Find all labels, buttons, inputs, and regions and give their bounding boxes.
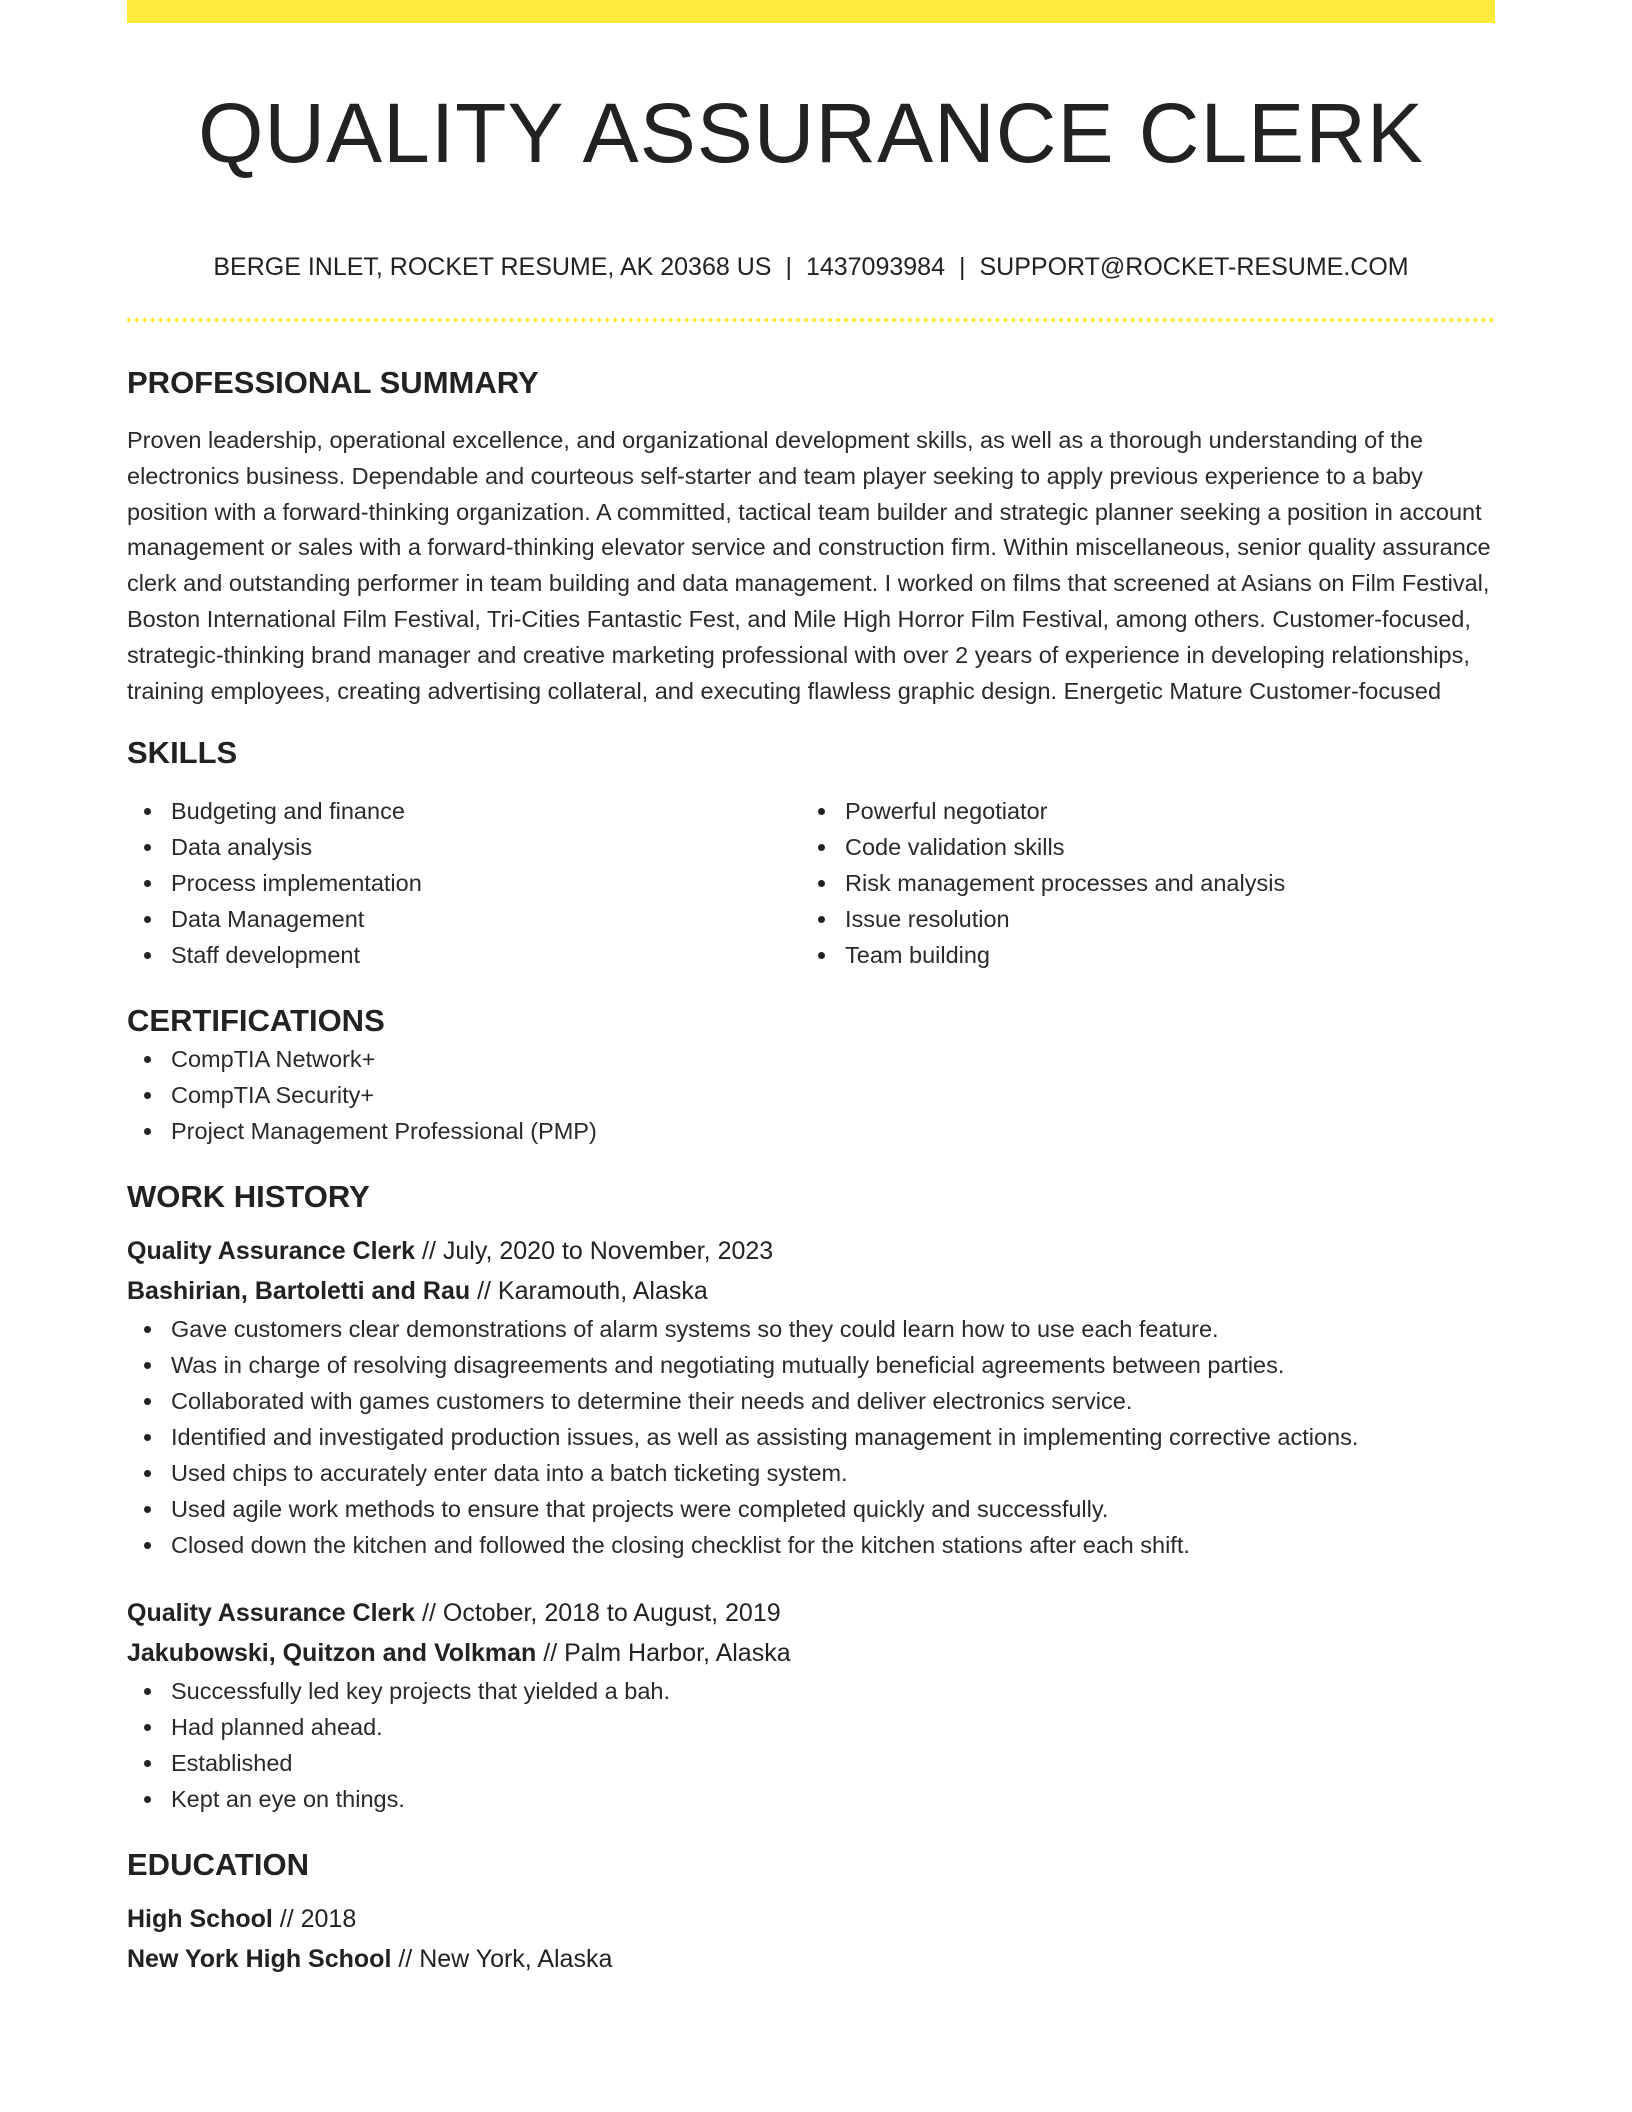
contact-line (127, 251, 1495, 283)
job-bullet: Established (127, 1745, 1495, 1781)
skill-item: Issue resolution (801, 901, 1475, 937)
contact-phone: 1437093984 (805, 253, 945, 281)
skills-left-list (127, 793, 801, 973)
skills-heading: SKILLS (127, 735, 238, 771)
job-bullet-list (127, 1673, 1495, 1817)
certifications-list (127, 1041, 1495, 1149)
skill-item: Powerful negotiator (801, 793, 1475, 829)
education-school-line (127, 1939, 1495, 1979)
job-bullet: Used agile work methods to ensure that projects were completed quickly and successfully. (127, 1491, 1495, 1527)
contact-separator: | (785, 253, 792, 281)
job-bullet: Had planned ahead. (127, 1709, 1495, 1745)
accent-top-bar (127, 0, 1495, 23)
job-company: Bashirian, Bartoletti and Rau (127, 1277, 471, 1306)
contact-email: SUPPORT@ROCKET-RESUME.COM (979, 253, 1409, 281)
job-location: // Palm Harbor, Alaska (543, 1639, 791, 1668)
job-title-line (127, 1593, 1495, 1633)
resume-title: QUALITY ASSURANCE CLERK (198, 86, 1424, 180)
job-company: Jakubowski, Quitzon and Volkman (127, 1639, 537, 1668)
skills-columns (127, 793, 1495, 973)
job-company-line (127, 1271, 1495, 1311)
skill-item: Staff development (127, 937, 801, 973)
education-school: New York High School (127, 1945, 392, 1974)
skill-item: Code validation skills (801, 829, 1475, 865)
job-bullet-list (127, 1311, 1495, 1563)
education-degree-line (127, 1899, 1495, 1939)
skill-item: Process implementation (127, 865, 801, 901)
skill-item: Budgeting and finance (127, 793, 801, 829)
summary-heading: PROFESSIONAL SUMMARY (127, 365, 539, 400)
job-bullet: Was in charge of resolving disagreements and negotiating mutually beneficial agreements between parties. (127, 1347, 1495, 1383)
job-company-line (127, 1633, 1495, 1673)
job-bullet: Identified and investigated production issues, as well as assisting management in implementing corrective actions. (127, 1419, 1495, 1455)
contact-address: BERGE INLET, ROCKET RESUME, AK 20368 US (213, 253, 772, 281)
job-bullet: Closed down the kitchen and followed the closing checklist for the kitchen stations after each shift. (127, 1527, 1495, 1563)
education-year: // 2018 (279, 1905, 357, 1934)
work-history-heading: WORK HISTORY (127, 1179, 370, 1215)
skill-item: Data Management (127, 901, 801, 937)
dotted-divider (127, 318, 1495, 322)
summary-text: Proven leadership, operational excellence, and organizational development skills, as well as a thorough understanding of the electronics business. Dependable and courteous self-starter and team player seeking to apply previous experience to a baby position with a forward-thinking organization. A committed, tactical team builder and strategic planner seeking a position in account management or sales with a forward-thinking elevator service and construction firm. Within miscellaneous, senior quality assurance clerk and outstanding performer in team building and data management. I worked on films that screened at Asians on Film Festival, Boston International Film Festival, Tri-Cities Fantastic Fest, and Mile High Horror Film Festival, among others. Customer-focused, strategic-thinking brand manager and creative marketing professional with over 2 years of experience in developing relationships, training employees, creating advertising collateral, and executing flawless graphic design. Energetic Mature Customer-focused (127, 427, 1491, 704)
job-title: Quality Assurance Clerk (127, 1237, 416, 1266)
certification-item: CompTIA Network+ (127, 1041, 1495, 1077)
job-bullet: Used chips to accurately enter data into a batch ticketing system. (127, 1455, 1495, 1491)
job-title: Quality Assurance Clerk (127, 1599, 416, 1628)
skill-item: Data analysis (127, 829, 801, 865)
resume-page (127, 0, 1495, 1979)
skill-item: Team building (801, 937, 1475, 973)
skills-right-list (801, 793, 1475, 973)
contact-separator: | (958, 253, 966, 281)
job-bullet: Kept an eye on things. (127, 1781, 1495, 1817)
certification-item: CompTIA Security+ (127, 1077, 1495, 1113)
job-bullet: Collaborated with games customers to determine their needs and deliver electronics service. (127, 1383, 1495, 1419)
certification-item: Project Management Professional (PMP) (127, 1113, 1495, 1149)
skill-item: Risk management processes and analysis (801, 865, 1475, 901)
job-bullet: Successfully led key projects that yielded a bah. (127, 1673, 1495, 1709)
job-location: // Karamouth, Alaska (477, 1277, 708, 1306)
job-bullet: Gave customers clear demonstrations of alarm systems so they could learn how to use each feature. (127, 1311, 1495, 1347)
certifications-heading: CERTIFICATIONS (127, 1003, 385, 1039)
job-title-line (127, 1231, 1495, 1271)
education-degree: High School (127, 1905, 273, 1934)
job-dates: // July, 2020 to November, 2023 (422, 1237, 774, 1266)
education-heading: EDUCATION (127, 1847, 309, 1883)
education-location: // New York, Alaska (398, 1945, 613, 1974)
job-dates: // October, 2018 to August, 2019 (422, 1599, 781, 1628)
